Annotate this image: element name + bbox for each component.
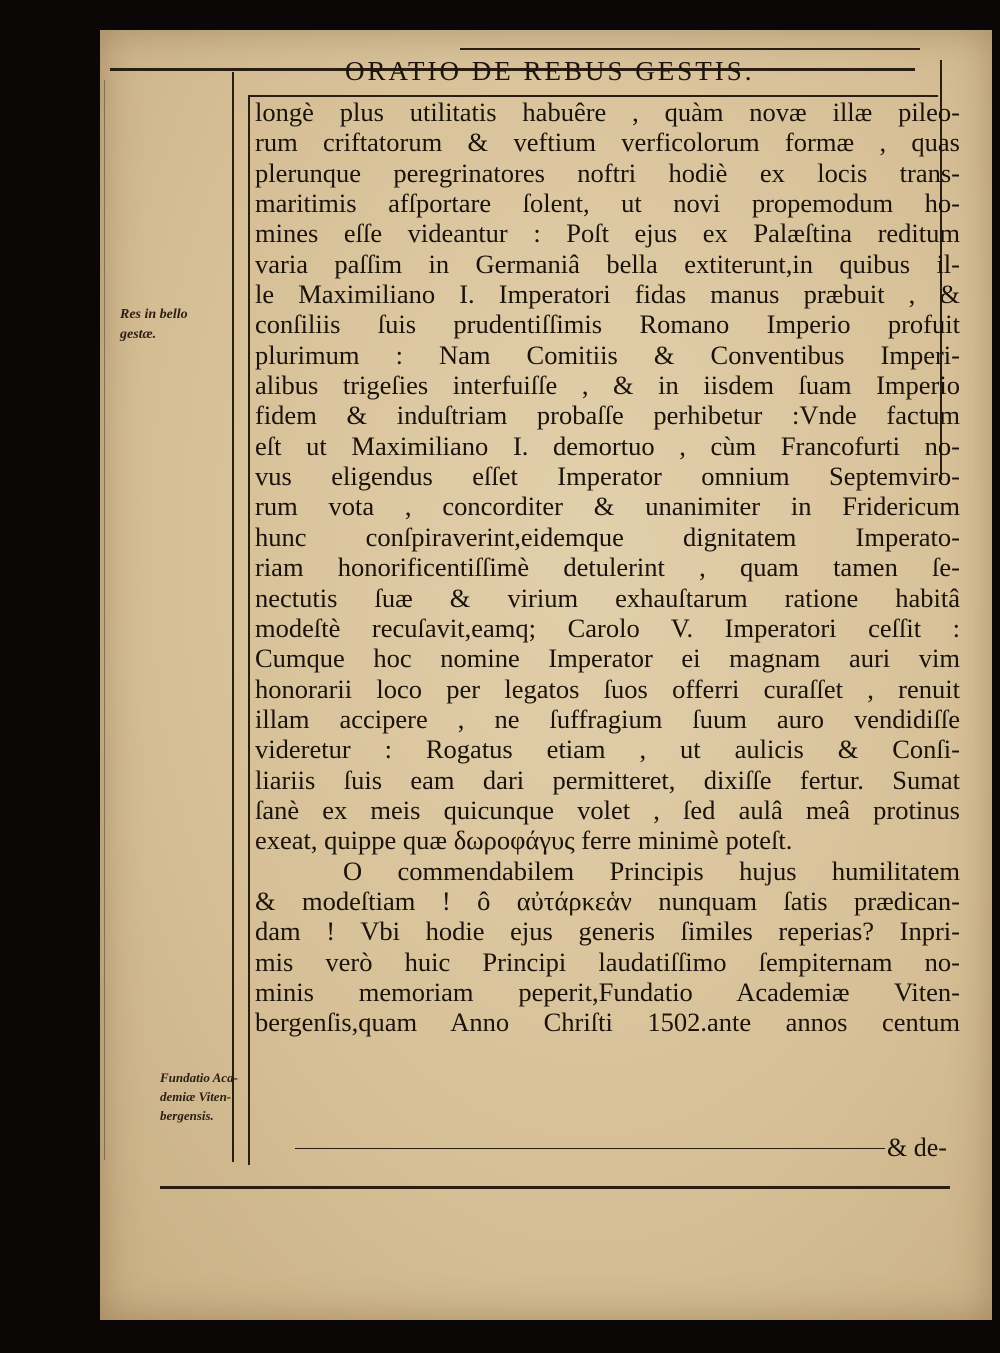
text-line: plurimum : Nam Comitiis & Conventibus Imperi- bbox=[255, 339, 960, 370]
margin-column-rule bbox=[232, 72, 234, 1162]
text-line: plerunque peregrinatores noftri hodiè ex locis trans- bbox=[255, 157, 960, 188]
margin-left-rule bbox=[104, 80, 105, 1160]
text-line: illam accipere , ne ſuffragium ſuum auro vendidiſſe bbox=[255, 703, 960, 734]
text-line: videretur : Rogatus etiam , ut aulicis & Conſi- bbox=[255, 734, 960, 765]
text-line: modeſtè recuſavit,eamq; Carolo V. Imperatori ceſſit : bbox=[255, 612, 960, 643]
text-line: longè plus utilitatis habuêre , quàm novæ illæ pileo- bbox=[255, 97, 960, 127]
margin-note-line: gestæ. bbox=[120, 327, 157, 342]
bottom-rule-thick bbox=[160, 1186, 950, 1189]
text-line: & modeſtiam ! ô αὐτάρκεἁν nunquam ſatis prædican- bbox=[255, 885, 960, 916]
margin-note-line: demiæ Viten- bbox=[160, 1089, 232, 1104]
text-line: alibus trigeſies interfuiſſe , & in iisdem ſuam Imperio bbox=[255, 370, 960, 401]
text-line: exeat, quippe quæ δωροφάγυς ferre minimè poteſt. bbox=[255, 825, 793, 856]
text-line: bergenſis,quam Anno Chriſti 1502.ante annos centum bbox=[255, 1007, 960, 1038]
margin-note-line: bergensis. bbox=[160, 1108, 214, 1123]
text-line: Cumque hoc nomine Imperator ei magnam auri vim bbox=[255, 643, 960, 674]
top-rule-thin bbox=[460, 48, 920, 50]
text-line: hunc conſpiraverint,eidemque dignitatem Imperato- bbox=[255, 521, 960, 552]
text-block-left-rule bbox=[248, 97, 250, 1165]
text-line: conſiliis ſuis prudentiſſimis Romano Imperio profuit bbox=[255, 309, 960, 340]
text-line: nectutis ſuæ & virium exhauſtarum ratione habitâ bbox=[255, 582, 960, 613]
bottom-rule-text bbox=[295, 1148, 885, 1149]
text-line: ſanè ex meis quicunque volet , ſed aulâ meâ protinus bbox=[255, 794, 960, 825]
text-line: honorarii loco per legatos ſuos offerri curaſſet , renuit bbox=[255, 673, 960, 704]
catchword: & de- bbox=[887, 1133, 947, 1162]
margin-note-line: Fundatio Aca- bbox=[160, 1070, 238, 1085]
margin-note-fundatio bbox=[160, 1068, 238, 1125]
text-line: varia paſſim in Germaniâ bella extiterunt,in quibus il- bbox=[255, 248, 960, 279]
text-line: dam ! Vbi hodie ejus generis ſimiles reperias? Inpri- bbox=[255, 916, 960, 947]
text-line: minis memoriam peperit,Fundatio Academiæ Viten- bbox=[255, 976, 960, 1007]
text-line: mis verò huic Principi laudatiſſimo ſempiternam no- bbox=[255, 946, 960, 977]
text-line: maritimis afſportare ſolent, ut novi propemodum ho- bbox=[255, 188, 960, 219]
text-line: rum criftatorum & veftium verficolorum formæ , quas bbox=[255, 127, 960, 158]
margin-note-res-in-bello bbox=[120, 305, 188, 345]
text-line: mines eſſe videantur : Poſt ejus ex Palæſtina reditum bbox=[255, 218, 960, 249]
text-line: riam honorificentiſſimè detulerint , quam tamen ſe- bbox=[255, 552, 960, 583]
text-line: liariis ſuis eam dari permitteret, dixiſſe fertur. Sumat bbox=[255, 764, 960, 795]
text-line: le Maximiliano I. Imperatori fidas manus præbuit , & bbox=[255, 279, 960, 310]
margin-note-line: Res in bello bbox=[120, 307, 188, 322]
body-text-block bbox=[255, 97, 960, 1038]
text-line: fidem & induſtriam probaſſe perhibetur :Vnde factum bbox=[255, 400, 960, 431]
text-line: rum vota , concorditer & unanimiter in Fridericum bbox=[255, 491, 960, 522]
running-header: ORATIO DE REBUS GESTIS. bbox=[345, 56, 755, 86]
text-line: vus eligendus eſſet Imperator omnium Septemviro- bbox=[255, 461, 960, 492]
text-line: O commendabilem Principis hujus humilitatem bbox=[343, 855, 960, 886]
text-line: eſt ut Maximiliano I. demortuo , cùm Francofurti no- bbox=[255, 430, 960, 461]
